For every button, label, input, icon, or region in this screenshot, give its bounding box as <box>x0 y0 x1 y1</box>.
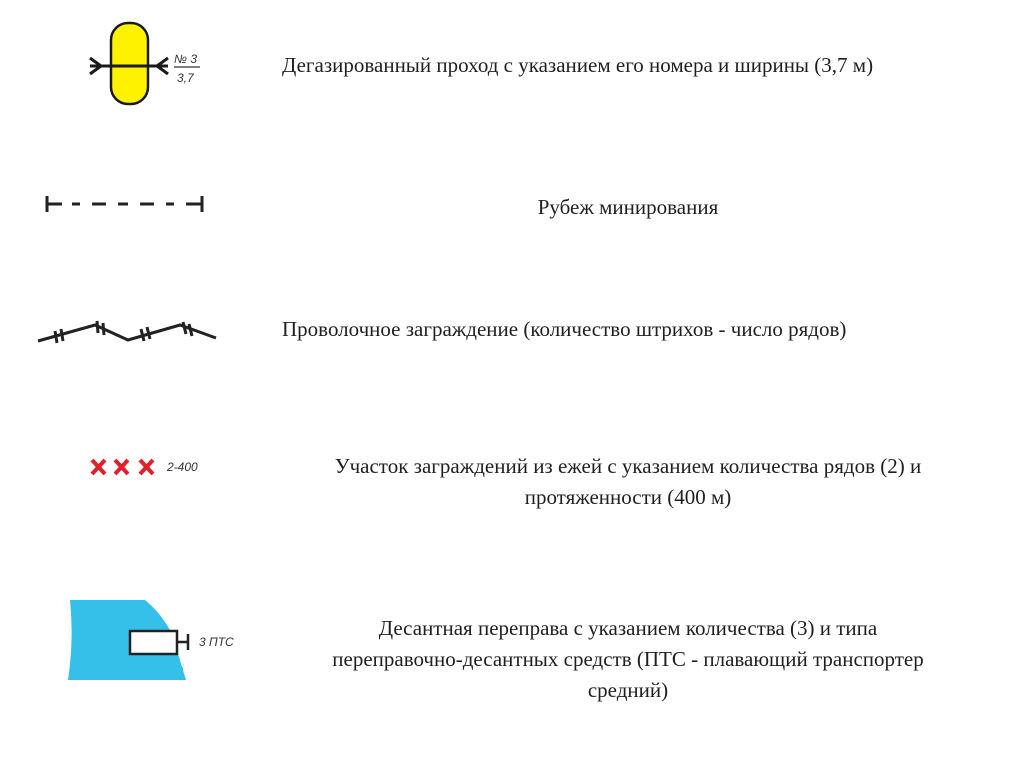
description-hedgehog-barrier: Участок заграждений из ежей с указанием количества рядов (2) и протяженности (400 м) <box>334 454 922 509</box>
mining-line-icon <box>0 180 260 240</box>
legend-row-hedgehog-barrier <box>0 440 1024 520</box>
wire-obstacle-icon <box>0 300 260 370</box>
passage-number-label: № 3 <box>174 52 198 66</box>
legend-row-degassed-passage <box>0 0 1024 130</box>
hedgehog-label: 2-400 <box>167 460 198 474</box>
description-wire-obstacle: Проволочное заграждение (количество штрихов - число рядов) <box>282 317 847 341</box>
legend-row-landing-crossing <box>0 590 1024 720</box>
description-landing-crossing: Десантная переправа с указанием количества (3) и типа переправочно-десантных средств (ПТС - плавающий транспортер средний) <box>332 616 924 702</box>
description-mining-line: Рубеж минирования <box>537 195 719 219</box>
legend-row-wire-obstacle <box>0 300 1024 370</box>
landing-crossing-icon <box>0 590 260 720</box>
passage-width-label: 3,7 <box>177 71 194 85</box>
hedgehog-barrier-icon <box>0 440 260 520</box>
degassed-passage-icon <box>0 0 260 130</box>
description-degassed-passage: Дегазированный проход с указанием его номера и ширины (3,7 м) <box>282 53 874 77</box>
legend-row-mining-line <box>0 180 1024 240</box>
crossing-label: 3 ПТС <box>199 635 234 649</box>
